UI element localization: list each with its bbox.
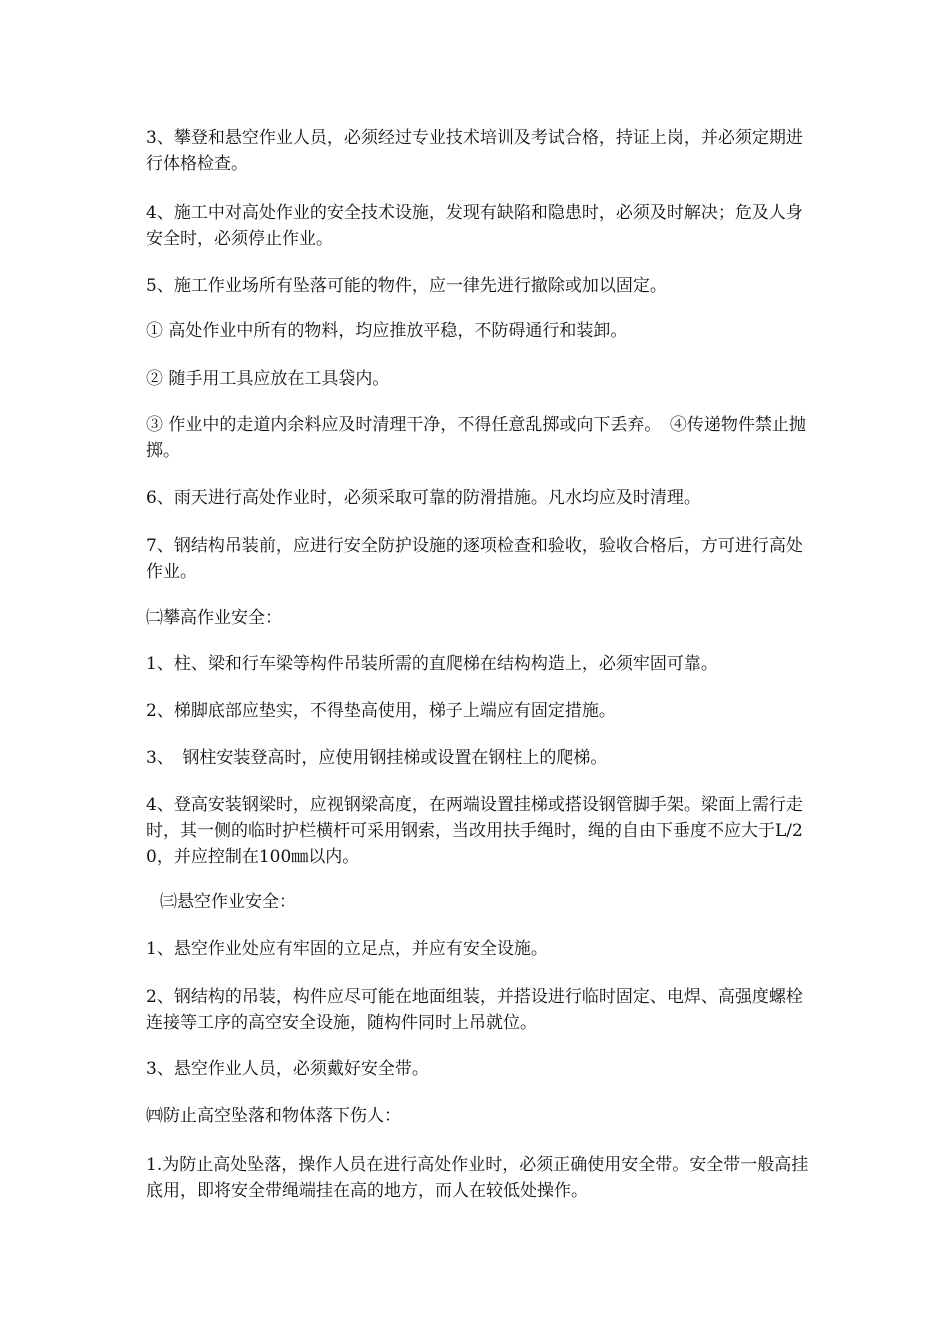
paragraph-sub-1-materials: ① 高处作业中所有的物料，均应推放平稳，不防碍通行和装卸。 [146, 321, 628, 341]
paragraph-sub-3-4-walkways: ③ 作业中的走道内余料应及时清理干净，不得任意乱掷或向下丢弃。 ④传递物件禁止抛掷。 [146, 415, 806, 461]
paragraph-suspend-1-footing: 1、悬空作业处应有牢固的立足点，并应有安全设施。 [146, 939, 548, 959]
paragraph-suspend-2-assembly: 2、钢结构的吊装，构件应尽可能在地面组装，并搭设进行临时固定、电焊、高强度螺栓连接等工序的高空安全设施，随构件同时上吊就位。 [146, 987, 803, 1033]
paragraph-climb-3-steel-columns: 3、 钢柱安装登高时，应使用钢挂梯或设置在钢柱上的爬梯。 [146, 748, 608, 768]
paragraph-fall-1-safety-belt-use: 1.为防止高处坠落，操作人员在进行高处作业时，必须正确使用安全带。安全带一般高挂底用，即将安全带绳端挂在高的地方，而人在较低处操作。 [146, 1155, 809, 1201]
paragraph-item-3-training: 3、攀登和悬空作业人员，必须经过专业技术培训及考试合格，持证上岗，并必须定期进行体格检查。 [146, 128, 803, 174]
paragraph-suspend-3-safety-belt: 3、悬空作业人员，必须戴好安全带。 [146, 1059, 429, 1079]
paragraph-climb-4-steel-beams: 4、登高安装钢梁时，应视钢梁高度，在两端设置挂梯或搭设钢管脚手架。梁面上需行走时，其一侧的临时护栏横杆可采用钢索，当改用扶手绳时，绳的自由下垂度不应大于L/20，并应控制在100㎜以内。 [146, 795, 803, 867]
paragraph-climb-1-ladders: 1、柱、梁和行车梁等构件吊装所需的直爬梯在结构构造上，必须牢固可靠。 [146, 654, 718, 674]
paragraph-item-5-falling-objects: 5、施工作业场所有坠落可能的物件，应一律先进行撤除或加以固定。 [146, 276, 667, 296]
paragraph-item-7-inspection: 7、钢结构吊装前，应进行安全防护设施的逐项检查和验收，验收合格后，方可进行高处作业。 [146, 536, 803, 582]
paragraph-item-6-rain: 6、雨天进行高处作业时，必须采取可靠的防滑措施。凡水均应及时清理。 [146, 488, 701, 508]
paragraph-item-4-defects: 4、施工中对高处作业的安全技术设施，发现有缺陷和隐患时，必须及时解决；危及人身安全时，必须停止作业。 [146, 203, 803, 249]
paragraph-sub-2-tools: ② 随手用工具应放在工具袋内。 [146, 369, 390, 389]
section-heading-fall-prevention: ㈣防止高空坠落和物体落下伤人： [146, 1106, 401, 1126]
section-heading-suspended: ㈢悬空作业安全： [160, 892, 296, 912]
paragraph-climb-2-ladder-feet: 2、梯脚底部应垫实，不得垫高使用，梯子上端应有固定措施。 [146, 701, 616, 721]
section-heading-climbing: ㈡攀高作业安全： [146, 608, 282, 628]
